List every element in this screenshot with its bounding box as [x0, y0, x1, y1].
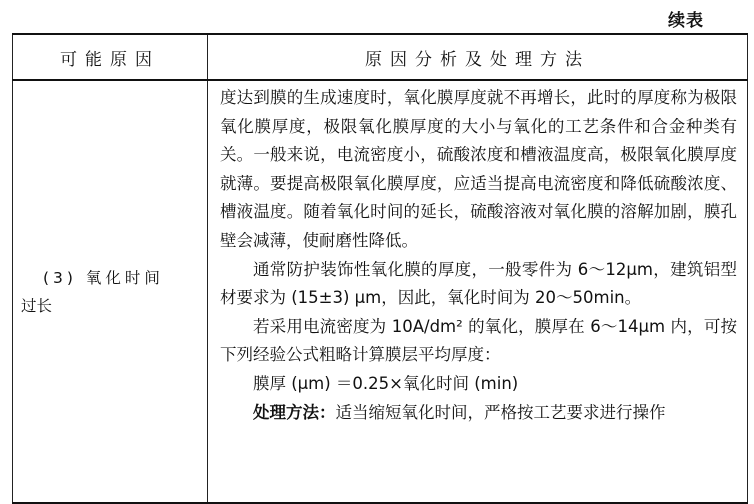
header-possible-cause: 可能原因: [13, 34, 208, 80]
analysis-paragraph-1: 度达到膜的生成速度时，氧化膜厚度就不再增长，此时的厚度称为极限氧化膜厚度，极限氧化膜厚度的大小与氧化的工艺条件和合金种类有关。一般来说，电流密度小，硫酸浓度和槽液温度高，极限氧化膜厚度就薄。要提高极限氧化膜厚度，应适当提高电流密度和降低硫酸浓度、槽液温度。随着氧化时间的延长，硫酸溶液对氧化膜的溶解加剧，膜孔壁会减薄，使耐磨性降低。: [220, 88, 737, 250]
treatment-text: 适当缩短氧化时间，严格按工艺要求进行操作: [335, 402, 666, 422]
cause-analysis-table: [12, 33, 748, 504]
formula-line: 膜厚 (μm) ＝0.25×氧化时间 (min): [253, 373, 519, 393]
treatment-paragraph: [220, 399, 737, 428]
treatment-label: 处理方法：: [253, 402, 336, 422]
analysis-cell: [208, 80, 748, 503]
analysis-paragraph-2: 通常防护装饰性氧化膜的厚度，一般零件为 6～12μm，建筑铝型材要求为 (15±3) μm，因此，氧化时间为 20～50min。: [220, 259, 737, 308]
cause-cell: [13, 80, 208, 503]
header-analysis-method: 原因分析及处理方法: [208, 34, 748, 80]
table-row: [13, 80, 748, 503]
cause-line-2: 过长: [21, 296, 53, 315]
table-header-row: [13, 34, 748, 80]
analysis-paragraph-3: 若采用电流密度为 10A/dm² 的氧化，膜厚在 6～14μm 内，可按下列经验公式粗略计算膜层平均厚度：: [220, 316, 737, 365]
continued-label: 续表: [668, 11, 704, 31]
cause-line-1: (3) 氧化时间: [43, 268, 164, 287]
